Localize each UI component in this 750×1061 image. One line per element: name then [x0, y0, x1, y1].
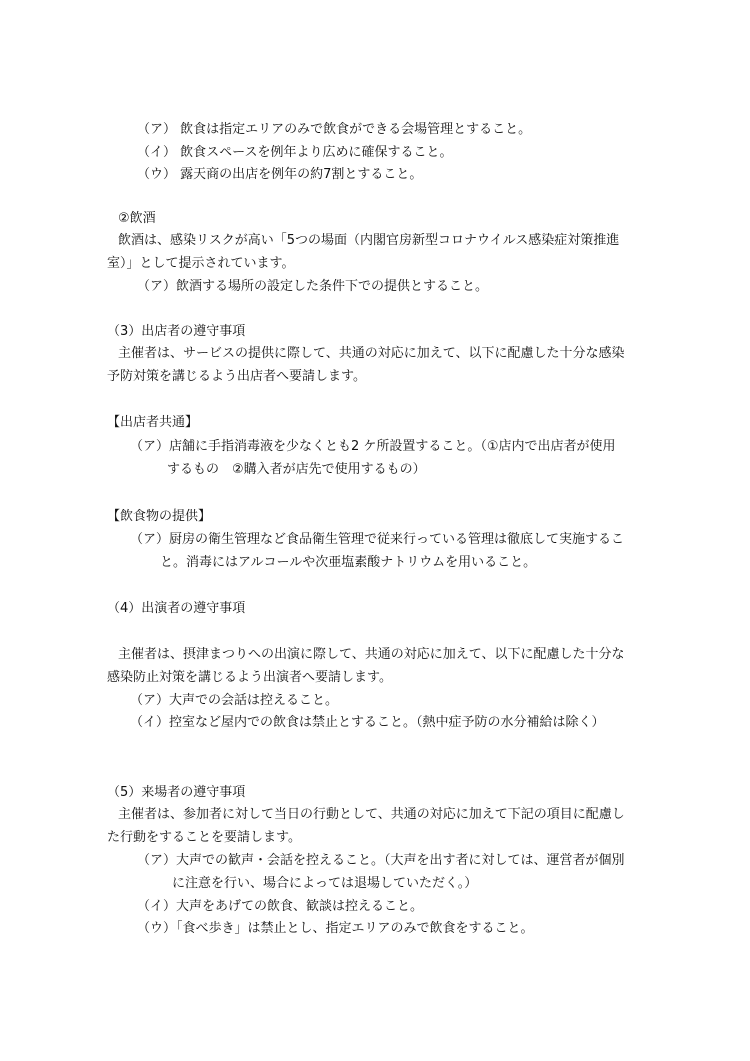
paragraph-line: 飲酒は、感染リスクが高い「5つの場面（内閣官房新型コロナウイルス感染症対策推進: [118, 233, 620, 248]
paragraph-line: 主催者は、参加者に対して当日の行動として、共通の対応に加えて下記の項目に配慮し: [118, 807, 625, 822]
rule-line: （ウ）「食べ歩き」は禁止とし、指定エリアのみで飲食をすること。: [137, 921, 534, 936]
rule-line-continued: と。消毒にはアルコールや次亜塩素酸ナトリウムを用いること。: [160, 555, 537, 570]
subsection-heading: 【飲食物の提供】: [107, 509, 212, 524]
rule-line-continued: に注意を行い、場合によっては退場していただく。）: [172, 876, 478, 891]
rule-line: （ア）厨房の衛生管理など食品衛生管理で従来行っている管理は徹底して実施するこ: [130, 532, 625, 547]
rule-line: （ア） 飲食は指定エリアのみで飲食ができる会場管理とすること。: [137, 122, 532, 137]
paragraph-line: 主催者は、サービスの提供に際して、共通の対応に加えて、以下に配慮した十分な感染: [118, 346, 625, 361]
rule-line-continued: するもの ②購入者が店先で使用するもの）: [167, 462, 426, 477]
section-heading: ②飲酒: [118, 211, 156, 226]
section-heading: （5）来場者の遵守事項: [107, 785, 246, 800]
rule-line: （ウ） 露天商の出店を例年の約7割とすること。: [137, 167, 423, 182]
rule-line: （イ） 飲食スペースを例年より広めに確保すること。: [137, 145, 453, 160]
rule-line: （ア）大声での会話は控えること。: [130, 693, 339, 708]
rule-line: （ア）飲酒する場所の設定した条件下での提供とすること。: [137, 279, 489, 294]
section-heading: （3）出店者の遵守事項: [107, 324, 246, 339]
subsection-heading: 【出店者共通】: [107, 415, 199, 430]
rule-line: （ア）店舗に手指消毒液を少なくとも2 ケ所設置すること。（①店内で出店者が使用: [130, 439, 616, 454]
rule-line: （イ）控室など屋内での飲食は禁止とすること。（熱中症予防の水分補給は除く）: [130, 715, 605, 730]
paragraph-line: た行動をすることを要請します。: [107, 830, 301, 845]
rule-line: （イ）大声をあげての飲食、歓談は控えること。: [137, 899, 424, 914]
paragraph-line: 主催者は、摂津まつりへの出演に際して、共通の対応に加えて、以下に配慮した十分な: [118, 647, 625, 662]
paragraph-line: 室）」として提示されています。: [107, 256, 295, 271]
paragraph-line: 感染防止対策を講じるよう出演者へ要請します。: [107, 670, 392, 685]
paragraph-line: 予防対策を講じるよう出店者へ要請します。: [107, 369, 366, 384]
section-heading: （4）出演者の遵守事項: [107, 601, 246, 616]
rule-line: （ア）大声での歓声・会話を控えること。（大声を出す者に対しては、運営者が個別: [137, 853, 625, 868]
